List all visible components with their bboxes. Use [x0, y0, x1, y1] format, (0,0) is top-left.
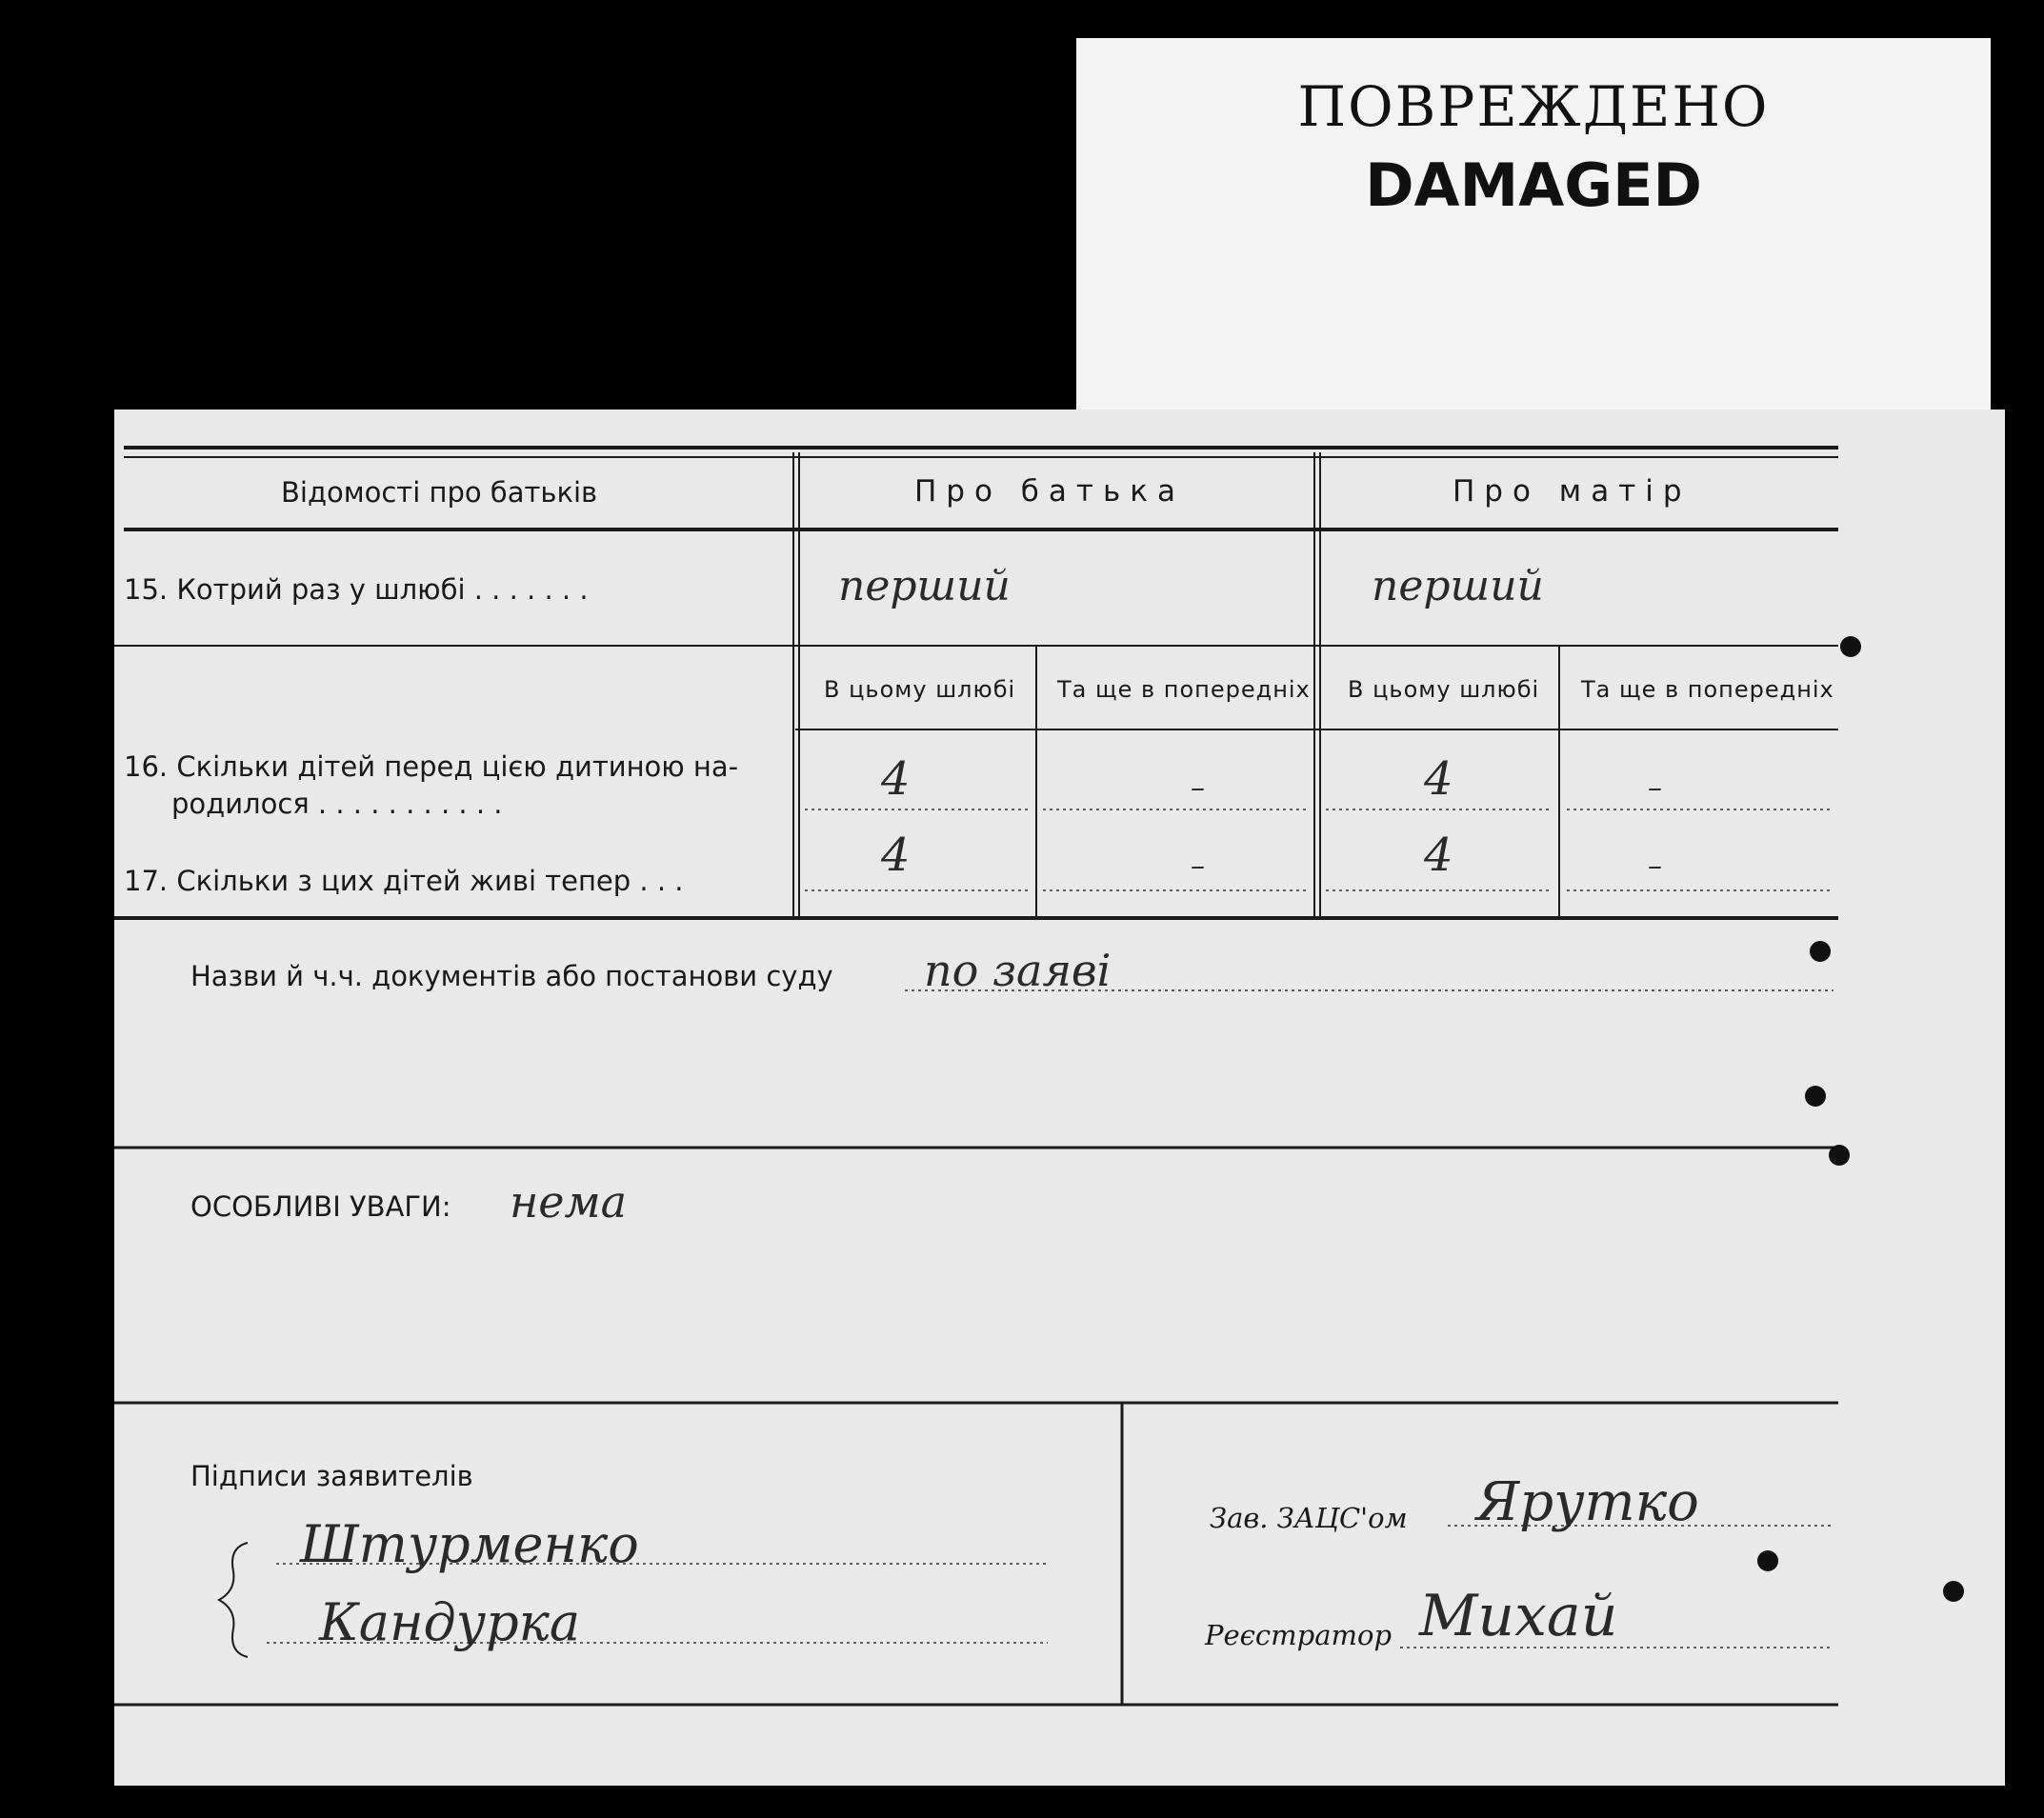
- row16-mother-prev: –: [1648, 771, 1662, 805]
- row17-mother-this: 4: [1424, 829, 1453, 882]
- header-info: Відомості про батьків: [281, 476, 598, 509]
- head-signature: Ярутко: [1476, 1471, 1699, 1533]
- subheader-mother-prev: Та ще в попередніх: [1581, 676, 1834, 703]
- punch-hole: [1805, 1086, 1826, 1107]
- head-label: Зав. ЗАЦС'ом: [1210, 1502, 1408, 1534]
- applicant-signature-1: Штурменко: [300, 1514, 639, 1574]
- row17-label: 17. Скільки з цих дітей живі тепер . . .: [124, 865, 684, 897]
- notes-value: нема: [510, 1176, 628, 1228]
- punch-hole: [1943, 1581, 1964, 1602]
- applicant-signature-2: Кандурка: [319, 1592, 581, 1652]
- row17-father-prev: –: [1191, 849, 1205, 883]
- damage-label-card: [1076, 38, 1991, 419]
- registrar-signature: Михай: [1419, 1583, 1618, 1649]
- form-rules: [114, 410, 2005, 1786]
- row16-mother-this: 4: [1424, 752, 1453, 806]
- documents-label: Назви й ч.ч. документів або постанови суду: [190, 960, 833, 992]
- subheader-father-prev: Та ще в попередніх: [1057, 676, 1311, 703]
- notes-label: ОСОБЛИВІ УВАГИ:: [190, 1190, 451, 1223]
- row15-mother-value: перший: [1372, 562, 1544, 610]
- damage-label-en: DAMAGED: [1365, 150, 1702, 220]
- documents-value: по заяві: [924, 945, 1112, 996]
- form-sheet: [114, 410, 2005, 1786]
- row17-father-this: 4: [881, 829, 911, 882]
- row16-label-line1: 16. Скільки дітей перед цією дитиною на-: [124, 750, 739, 783]
- registrar-label: Реєстратор: [1205, 1619, 1393, 1651]
- header-father: Про батька: [914, 474, 1185, 509]
- subheader-father-this: В цьому шлюбі: [824, 676, 1016, 703]
- header-mother: Про матір: [1453, 474, 1692, 509]
- damage-label-ru: ПОВРЕЖДЕНО: [1297, 74, 1770, 139]
- row16-label-line2: родилося . . . . . . . . . . .: [171, 788, 503, 820]
- applicants-label: Підписи заявителів: [190, 1460, 473, 1492]
- row15-father-value: перший: [838, 562, 1011, 610]
- row16-father-this: 4: [881, 752, 911, 806]
- subheader-mother-this: В цьому шлюбі: [1348, 676, 1540, 703]
- row15-label: 15. Котрий раз у шлюбі . . . . . . .: [124, 573, 589, 606]
- punch-hole: [1829, 1145, 1850, 1166]
- punch-hole: [1840, 636, 1861, 657]
- punch-hole: [1810, 941, 1831, 962]
- row17-mother-prev: –: [1648, 849, 1662, 883]
- punch-hole: [1757, 1550, 1778, 1571]
- row16-father-prev: –: [1191, 771, 1205, 805]
